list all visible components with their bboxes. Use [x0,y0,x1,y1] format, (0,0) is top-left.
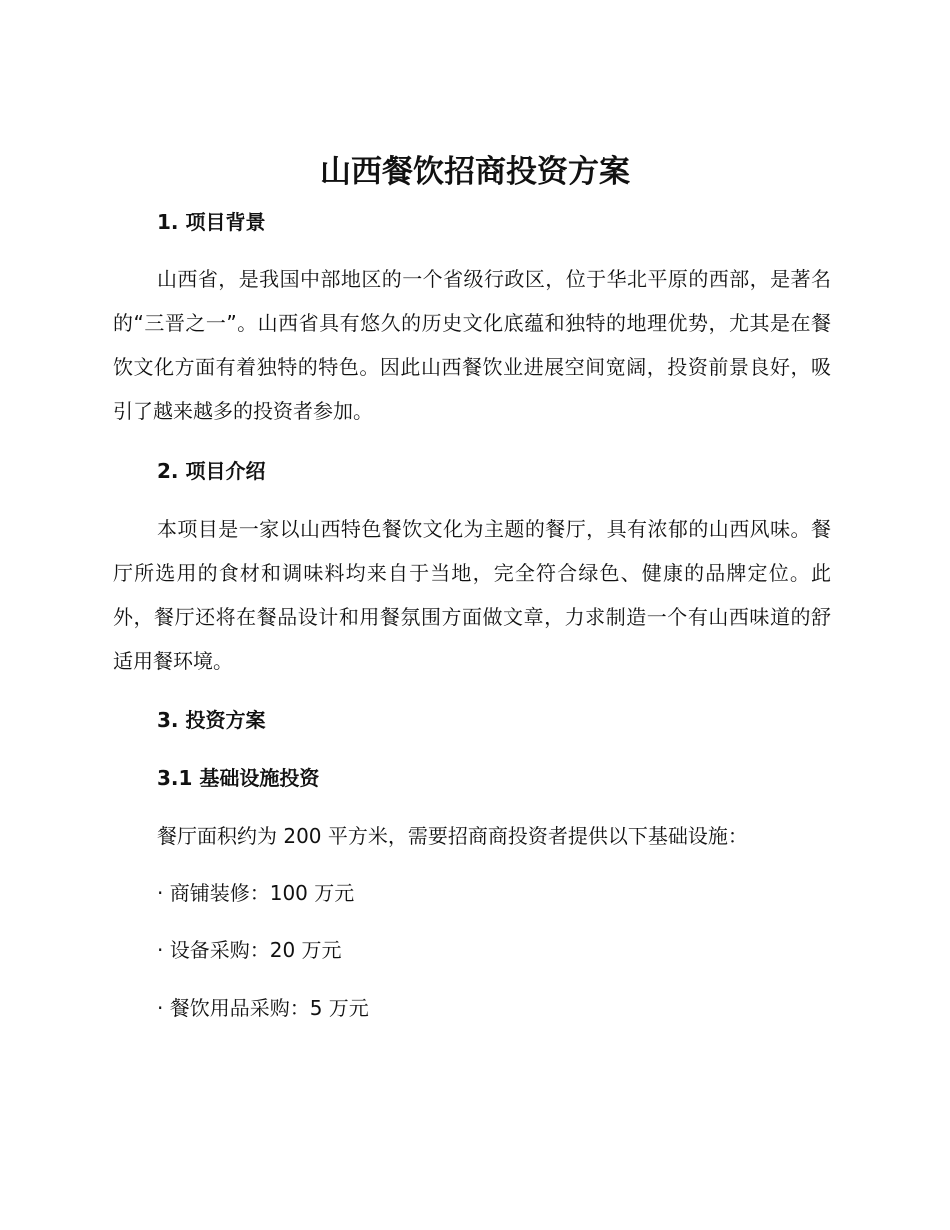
paragraph-intro: 本项目是一家以山西特色餐饮文化为主题的餐厅，具有浓郁的山西风味。餐厅所选用的食材和调味料均来自于当地，完全符合绿色、健康的品牌定位。此外，餐厅还将在餐品设计和用餐氛围方面做文章，力求制造一个有山西味道的舒适用餐环境。 [113,517,831,673]
paragraph-infrastructure-lead: 餐厅面积约为 200 平方米，需要招商商投资者提供以下基础设施： [157,824,748,848]
subsection-heading-infrastructure: 3.1 基础设施投资 [157,766,320,790]
section-heading-background: 1. 项目背景 [157,210,266,234]
section-heading-intro: 2. 项目介绍 [157,459,266,483]
document-title: 山西餐饮招商投资方案 [320,154,630,190]
section-heading-plan: 3. 投资方案 [157,708,266,732]
list-item: · 商铺装修：100 万元 [157,881,355,905]
paragraph-background: 山西省，是我国中部地区的一个省级行政区，位于华北平原的西部，是著名的“三晋之一”。山西省具有悠久的历史文化底蕴和独特的地理优势，尤其是在餐饮文化方面有着独特的特色。因此山西餐饮业进展空间宽阔，投资前景良好，吸引了越来越多的投资者参加。 [113,267,831,423]
list-item: · 设备采购：20 万元 [157,938,342,962]
list-item: · 餐饮用品采购：5 万元 [157,996,369,1020]
